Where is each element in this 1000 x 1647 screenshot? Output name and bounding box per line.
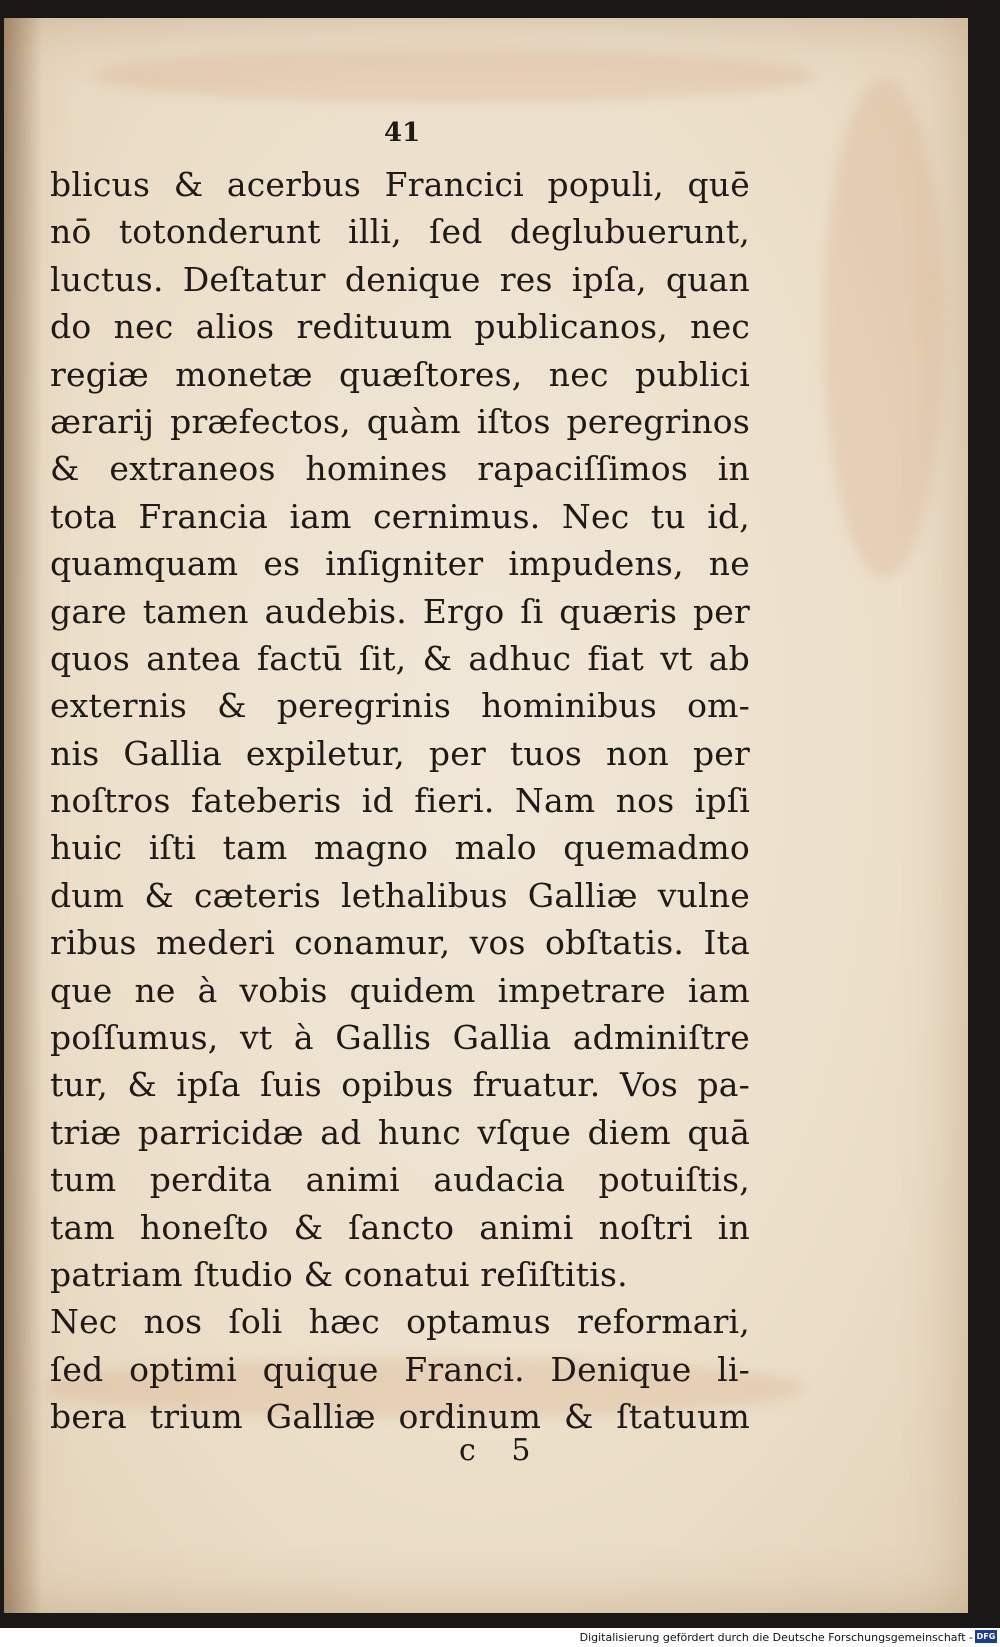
text-line: patriam ſtudio & conatui reſiſtitis. xyxy=(50,1254,628,1294)
text-line: do nec alios redituum publicanos, nec xyxy=(50,307,750,347)
body-text xyxy=(50,161,750,1441)
text-line: tur, & ipſa ſuis opibus fruatur. Vos pa- xyxy=(50,1065,750,1105)
text-line: triæ parricidæ ad hunc vſque diem quā xyxy=(50,1112,750,1152)
text-line: huic iſti tam magno malo quemadmo xyxy=(50,828,750,868)
book-page xyxy=(4,18,968,1613)
text-line: dum & cæteris lethalibus Galliæ vulne xyxy=(50,875,750,915)
text-line: luctus. Deſtatur denique res ipſa, quan xyxy=(50,259,750,299)
text-line: poſſumus, vt à Gallis Gallia adminiſtre xyxy=(50,1018,750,1058)
text-line: bera trium Galliæ ordinum & ſtatuum xyxy=(50,1397,750,1437)
signature-mark: c 5 xyxy=(459,1433,531,1468)
text-line: ribus mederi conamur, vos obſtatis. Ita xyxy=(50,923,750,963)
text-line: ærarij præfectos, quàm iſtos peregrinos xyxy=(50,401,750,441)
text-line: nis Gallia expiletur, per tuos non per xyxy=(50,733,750,773)
edge-stain xyxy=(824,78,944,578)
text-line: regiæ monetæ quæſtores, nec publici xyxy=(50,354,750,394)
digitization-credit: Digitalisierung gefördert durch die Deutsche Forschungsgemeinschaft - xyxy=(579,1631,973,1644)
text-line: nō totonderunt illi, ſed deglubuerunt, xyxy=(50,212,750,252)
page-spine-shadow xyxy=(4,18,42,1613)
text-line: gare tamen audebis. Ergo ſi quæris per xyxy=(50,591,750,631)
text-line: & extraneos homines rapaciſſimos in xyxy=(50,449,750,489)
bleed-through-stain xyxy=(94,48,814,103)
text-line: tota Francia iam cernimus. Nec tu id, xyxy=(50,496,750,536)
text-line: externis & peregrinis hominibus om- xyxy=(50,686,750,726)
text-line: tum perdita animi audacia potuiſtis, xyxy=(50,1160,750,1200)
text-line: noſtros fateberis id fieri. Nam nos ipſi xyxy=(50,781,750,821)
text-line: quos antea factū ſit, & adhuc fiat vt ab xyxy=(50,638,750,678)
page-number: 41 xyxy=(384,118,421,148)
text-line: blicus & acerbus Francici populi, quē xyxy=(50,165,750,204)
text-line: tam honeſto & ſancto animi noſtri in xyxy=(50,1207,750,1247)
text-line: Nec nos ſoli hæc optamus reformari, xyxy=(50,1302,750,1342)
text-line: quamquam es inſigniter impudens, ne xyxy=(50,544,750,584)
text-line: ſed optimi quique Franci. Denique li- xyxy=(50,1349,750,1389)
dfg-logo: DFG xyxy=(976,1632,996,1641)
text-line: que ne à vobis quidem impetrare iam xyxy=(50,970,750,1010)
